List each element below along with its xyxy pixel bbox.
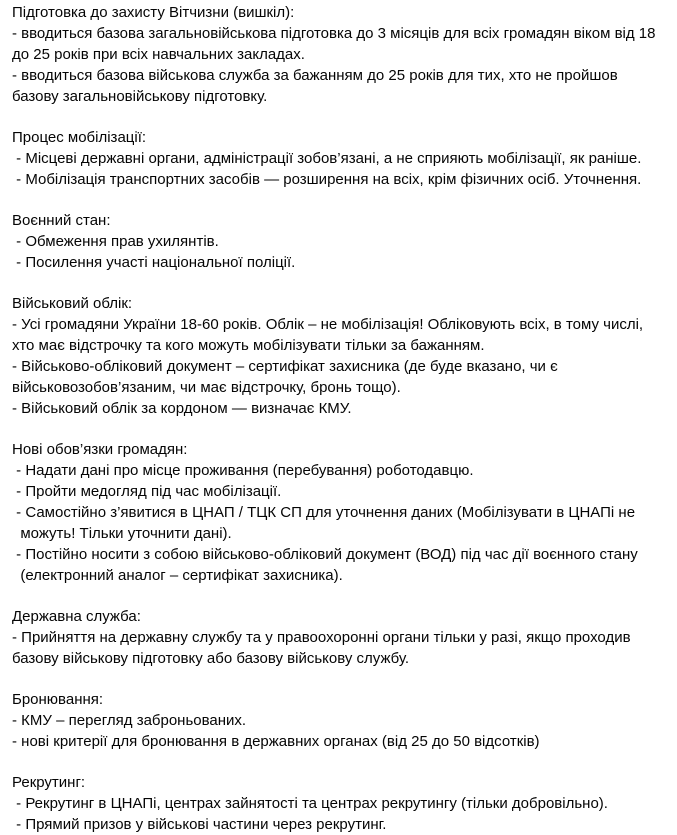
text-line: - нові критерії для бронювання в державних органах (від 25 до 50 відсотків): [12, 733, 540, 750]
text-line: - Посилення участі національної поліції.: [12, 254, 296, 271]
text-line: базову загальновійськову підготовку.: [12, 88, 268, 105]
text-line: - Прийняття на державну службу та у правоохоронні органи тільки у разі, якщо проходив: [12, 629, 631, 646]
text-line: - Обмеження прав ухилянтів.: [12, 233, 219, 250]
text-line: - Усі громадяни України 18-60 років. Облік – не мобілізація! Обліковують всіх, в тому числі,: [12, 316, 644, 333]
section-citizen-duties: [12, 439, 669, 586]
text-line: - Надати дані про місце проживання (перебування) роботодавцю.: [12, 462, 474, 479]
section-heading: Підготовка до захисту Вітчизни (вишкіл):: [12, 4, 295, 21]
section-defense-training: [12, 2, 669, 107]
text-line: - Військовий облік за кордоном — визначає КМУ.: [12, 400, 352, 417]
text-line: - Рекрутинг в ЦНАПі, центрах зайнятості та центрах рекрутингу (тільки добровільно).: [12, 795, 608, 812]
section-heading: Воєнний стан:: [12, 212, 111, 229]
text-line: - Прямий призов у військові частини через рекрутинг.: [12, 816, 387, 833]
text-line: - Пройти медогляд під час мобілізації.: [12, 483, 282, 500]
section-martial-law: [12, 210, 669, 273]
text-line: - Самостійно з’явитися в ЦНАП / ТЦК СП для уточнення даних (Мобілізувати в ЦНАПі не: [12, 504, 636, 521]
section-heading: Бронювання:: [12, 691, 104, 708]
text-line: можуть! Тільки уточнити дані).: [12, 525, 232, 542]
text-line: - вводиться базова військова служба за бажанням до 25 років для тих, хто не пройшов: [12, 67, 618, 84]
section-reservation: [12, 689, 669, 752]
section-heading: Державна служба:: [12, 608, 141, 625]
text-line: (електронний аналог – сертифікат захисника).: [12, 567, 343, 584]
text-line: - КМУ – перегляд заброньованих.: [12, 712, 247, 729]
text-line: базову військову підготовку або базову військову службу.: [12, 650, 410, 667]
section-heading: Процес мобілізації:: [12, 129, 147, 146]
section-recruiting: [12, 772, 669, 835]
section-heading: Військовий облік:: [12, 295, 133, 312]
text-line: - Мобілізація транспортних засобів — розширення на всіх, крім фізичних осіб. Уточнення.: [12, 171, 642, 188]
text-line: - Військово-обліковий документ – сертифікат захисника (де буде вказано, чи є: [12, 358, 558, 375]
text-line: - вводиться базова загальновійськова підготовка до 3 місяців для всіх громадян віком від 18: [12, 25, 656, 42]
text-line: хто має відстрочку та кого можуть мобілізувати тільки за бажанням.: [12, 337, 485, 354]
section-heading: Нові обов’язки громадян:: [12, 441, 188, 458]
text-line: військовозобов’язаним, чи має відстрочку, бронь тощо).: [12, 379, 401, 396]
text-line: - Постійно носити з собою військово-обліковий документ (ВОД) під час дії воєнного стану: [12, 546, 638, 563]
section-heading: Рекрутинг:: [12, 774, 86, 791]
text-line: - Місцеві державні органи, адміністрації зобов’язані, а не сприяють мобілізації, як раніше.: [12, 150, 642, 167]
section-mobilization-process: [12, 127, 669, 190]
section-civil-service: [12, 606, 669, 669]
text-line: до 25 років при всіх навчальних закладах.: [12, 46, 305, 63]
section-military-registration: [12, 293, 669, 419]
